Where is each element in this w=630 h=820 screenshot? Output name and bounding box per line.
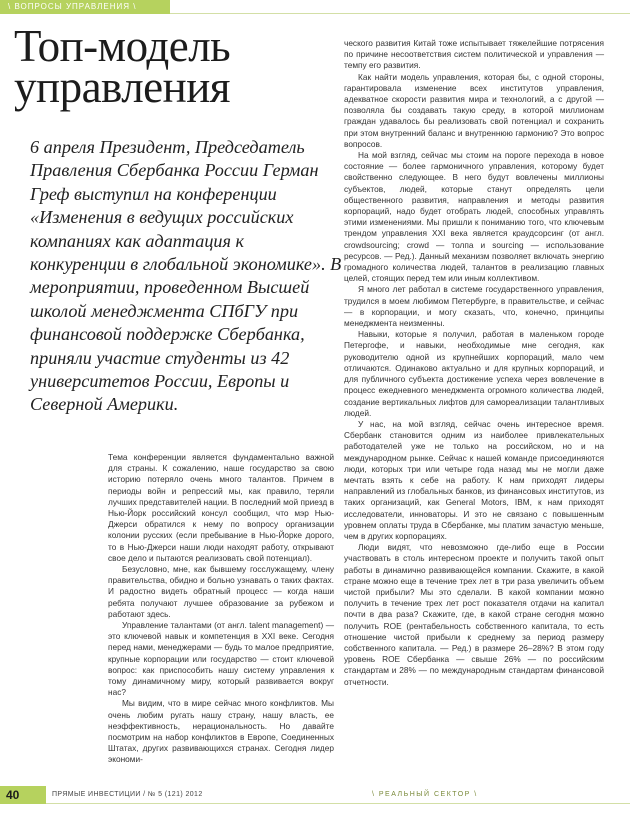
page-number: 40 [6,788,20,802]
publication-info: ПРЯМЫЕ ИНВЕСТИЦИИ / № 5 (121) 2012 [52,791,203,798]
page-number-box [0,786,46,804]
footer-section-label: \ РЕАЛЬНЫЙ СЕКТОР \ [372,791,478,798]
footer-rule [46,803,630,804]
left-paragraph-1: Тема конференции является фундаментально важной для страны. К сожалению, наше государство за свою историю потеряло очень много талантов. Причем в периоды войн и репрессий мы, как правило, теряли лучших представителей нации. В последний мой приезд в Нью-Йорк российский консул сообщил, что мэр Нью-Джерси обратился к нему по вопросу организации колонии русских (если пребывание в Нью-Йорке дорого, то в Нью-Джерси наши люди находят работу, открывают свое дело и пытаются реализовать свой потенциал). [108,452,334,563]
footer [0,786,630,804]
left-paragraph-2: Безусловно, мне, как бывшему госслужащему, члену правительства, обидно и больно узнавать о таких фактах. И радостно видеть обратный процесс — когда наши ребята получают лучшее образование за рубежом и работают здесь. [108,564,334,619]
right-paragraph-1: ческого развития Китай тоже испытывает тяжелейшие потрясения по причине несоответствия систем политической и управления — темпу его развития. [344,38,604,71]
right-paragraph-2: Как найти модель управления, которая бы, с одной стороны, гарантировала изменение всех институтов управления, адекватное скорости развития мира и технологий, а с другой — позволяла бы создавать такую среду, в которой миллионам граждан удавалось бы реализовать свой потенциал и сохранить при этом внутренний баланс и внутреннюю гармонию? Это вопрос вопросов. [344,71,604,149]
right-paragraph-3: На мой взгляд, сейчас мы стоим на пороге перехода в новое состояние — более гармоничного управления, которому будет свойственно следующее. В него будут вовлечены миллионы субъектов, людей, которые станут определять цели общественного развития, направления и методы развития корпораций, надо будет отобрать людей, способных управлять этими изменениями. Мы пришли к пониманию того, что ключевым трендом управления XXI века является краудсорсинг (от англ. crowdsourcing; crowd — толпа и sourcing — использование ресурсов. — Ред.). Данный механизм позволяет включать энергию громадного количества людей, талантов в реализацию главных целей, стоящих перед тем или иным коллективом. [344,150,604,284]
header-strip [0,0,630,14]
right-paragraph-5: Навыки, которые я получил, работая в маленьком городе Петергофе, и навыки, необходимые мне сегодня, как руководителю одной из крупнейших корпораций, мало чем отличаются. Одинаково актуально и для крупных корпораций, и для публичного субъекта достижение успеха через вовлечение в процесс ежедневного менеджмента огромного количества людей, создание вертикальных лифтов для самореализации талантливых людей. [344,329,604,418]
left-column [108,452,334,766]
left-paragraph-3: Управление талантами (от англ. talent management) — это ключевой навык и компетенция в XXI веке. Сегодня перед нами, менеджерами — будь то малое предприятие, крупные корпорации или государство — стоит ключевой вопрос: как приспособить нашу систему управления к тому динамичному миру, который развивается вокруг нас? [108,620,334,698]
right-paragraph-7: Люди видят, что невозможно где-либо еще в России участвовать в столь интересном проекте и получить такой опыт работы в динамично развивающейся компании. Скажите, в какой стране можно еще в течение трех лет в три раза увеличить объем чистой прибыли? Мы это сделали. В какой компании можно получить в течение трех лет рост показателя отдачи на капитал почти в два раза? Скажите, где, в какой стране сегодня можно получить ROE (рентабельность собственного капитала, то есть отношение чистой прибыли к среднему за период размеру собственного капитала. — Ред.) в размере 26–28%? В этом году уровень ROE Сбербанка — свыше 26% — по российским стандартам и 28% — по международным стандартам финансовой отчетности. [344,542,604,687]
article-headline: Топ-модель управления [14,21,231,112]
article-lead: 6 апреля Президент, Председатель Правления Сбербанка России Герман Греф выступил на конференции «Изменения в ведущих российских компаниях как адаптация к конкуренции в глобальной экономике». В мероприятии, проведенном Высшей школой менеджмента СПбГУ при финансовой поддержке Сбербанка, приняли участие студенты из 42 университетов России, Европы и Северной Америки. [30,137,342,415]
right-column [344,38,604,688]
left-paragraph-4: Мы видим, что в мире сейчас много конфликтов. Мы очень любим ругать нашу страну, нашу власть, ее неэффективность, нерациональность. Но давайте посмотрим на набор конфликтов в Европе, Соединенных Штатах, других развивающихся странах. Сегодня лидер экономи- [108,698,334,765]
header-rule [170,13,630,14]
section-label: \ ВОПРОСЫ УПРАВЛЕНИЯ \ [8,2,137,11]
right-paragraph-4: Я много лет работал в системе государственного управления, трудился в моем любимом Петербурге, в правительстве, и сейчас — в корпорации, и могу сказать, что, конечно, принципы менеджмента неизменны. [344,284,604,329]
right-paragraph-6: У нас, на мой взгляд, сейчас очень интересное время. Сбербанк становится одним из наиболее привлекательных работодателей уже не только на российском, но и на международном рынке. Сейчас к нашей команде присоединяются люди, которых три или четыре года назад мы не могли даже мечтать взять к себе на работу. К нам приходят лидеры направлений из глобальных банков, из финансовых институтов, из таких организаций, как General Motors, IBM, к нам приходят исследователи, инноваторы. И это не связано с повышенным уровнем оплаты труда в Сбербанке, мы платим зачастую меньше, чем в других корпорациях. [344,418,604,541]
